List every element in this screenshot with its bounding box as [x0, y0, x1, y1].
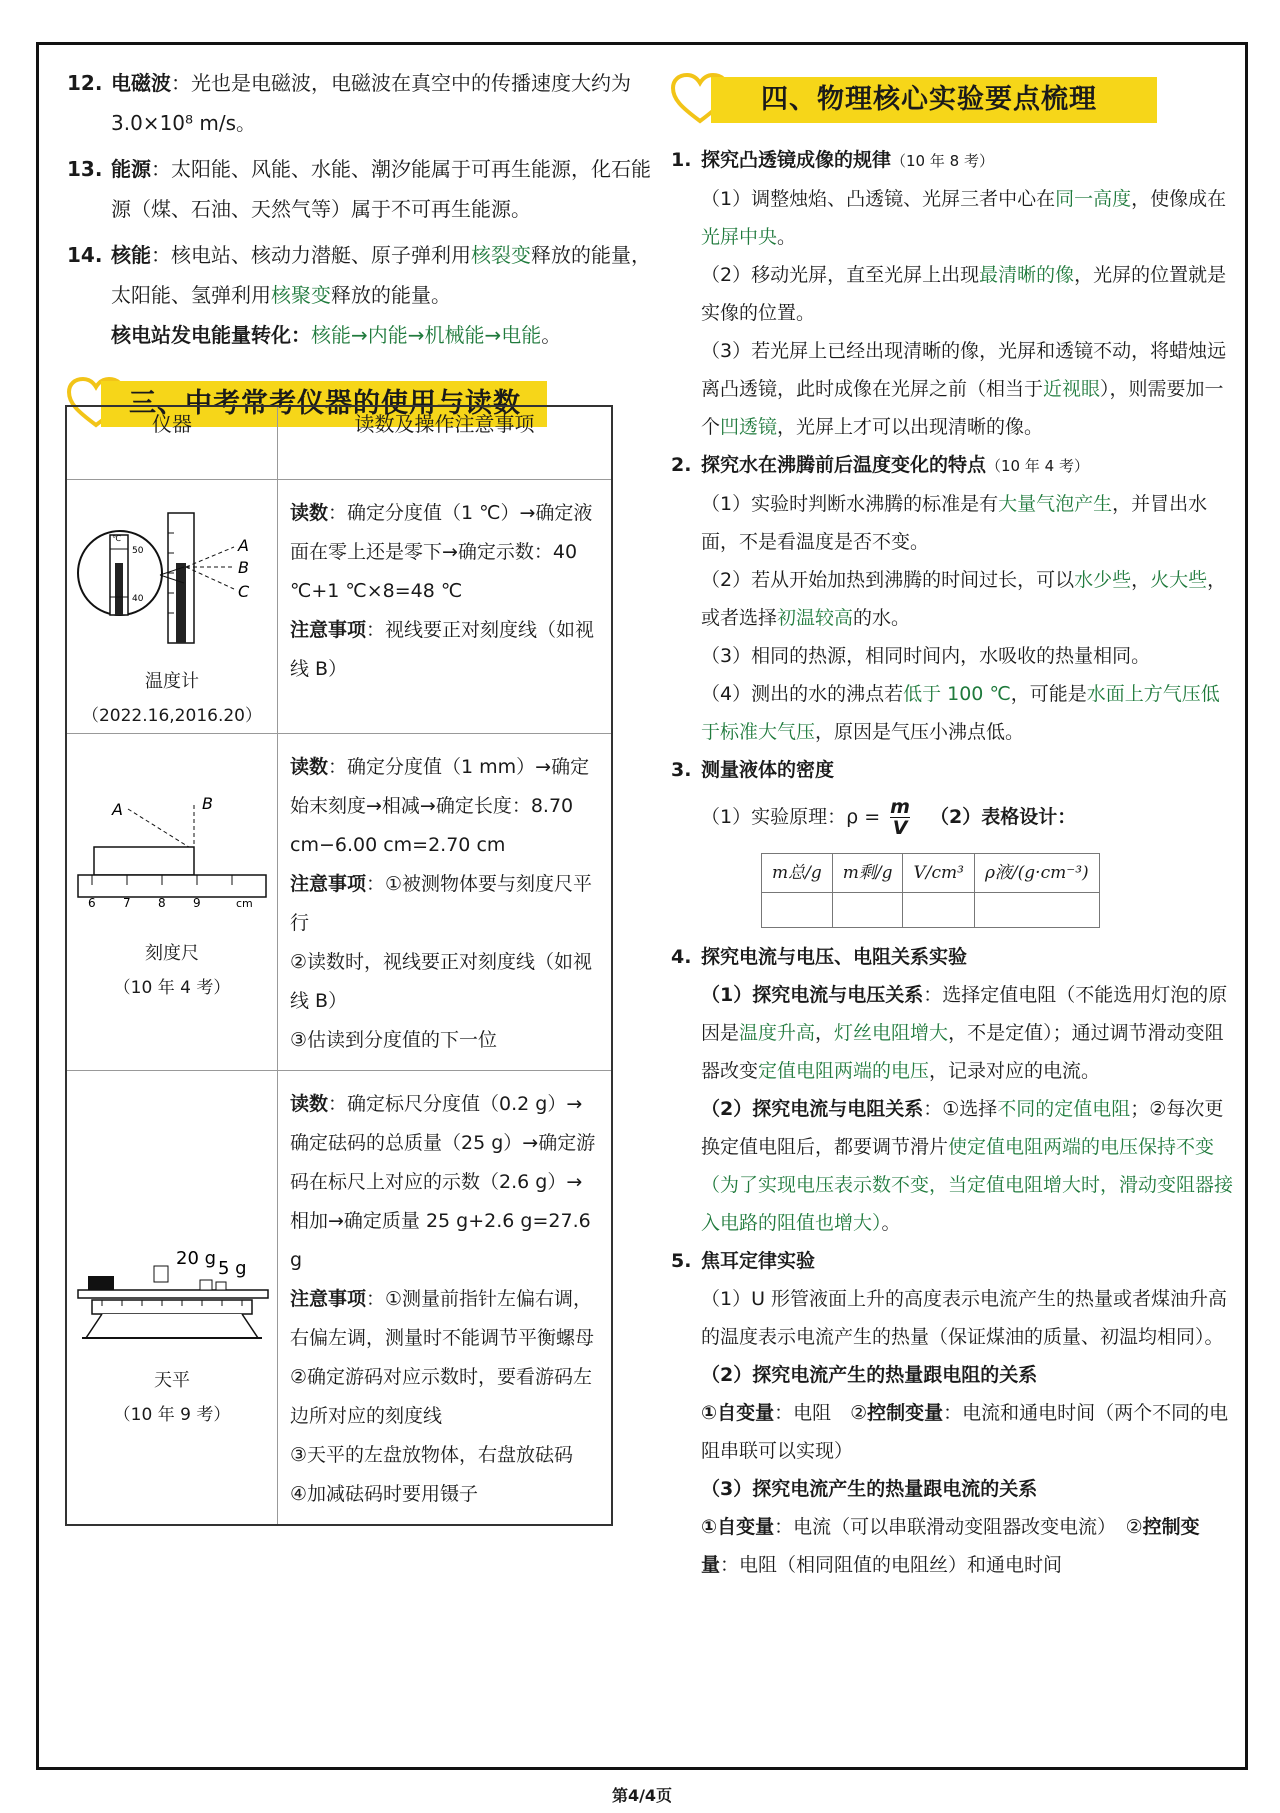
weight-label: 5 g: [218, 1258, 247, 1279]
text: ），则需要加一个: [701, 378, 1224, 438]
experiment-number: 2.: [671, 454, 692, 476]
experiment-2: [671, 446, 1233, 751]
note-line: [290, 494, 601, 611]
paragraph: [671, 675, 1233, 751]
paragraph: [671, 561, 1233, 637]
note-line: [290, 748, 601, 865]
experiment-number: 4.: [671, 946, 692, 968]
table-header: m剩/g: [832, 854, 903, 893]
item-text: ：太阳能、风能、水能、潮汐能属于可再生能源，化石能源（煤、石油、天然气等）属于不可再生能源。: [111, 157, 651, 221]
note-line: [290, 1085, 601, 1280]
text: （4）测出的水的沸点若: [701, 683, 904, 705]
highlight: 温度升高: [739, 1022, 816, 1044]
highlight: 初温较高: [777, 607, 854, 629]
experiment-3: [671, 751, 1233, 928]
note-text: ：视线要正对刻度线（如视线 B）: [290, 619, 595, 680]
paragraph: [671, 332, 1233, 446]
table-row: [66, 480, 612, 734]
left-column: [67, 63, 657, 449]
experiment-number: 3.: [671, 759, 692, 781]
experiment-title-text: 探究水在沸腾前后温度变化的特点: [701, 454, 987, 476]
note-label: 读数: [290, 1093, 329, 1115]
note-text: ③天平的左盘放物体，右盘放砝码: [290, 1444, 574, 1466]
note-text: ③估读到分度值的下一位: [290, 1029, 498, 1051]
highlight: 核聚变: [271, 283, 331, 307]
instrument-name: 温度计: [145, 671, 199, 692]
text: ：电流（可以串联滑动变阻器改变电流） ②: [774, 1516, 1143, 1538]
paragraph: [671, 789, 1233, 845]
text: ：电阻（相同阻值的电阻丝）和通电时间: [720, 1554, 1063, 1576]
note-line: [290, 943, 601, 1021]
note-line: [290, 1280, 601, 1358]
text: ，光屏的位置就是实像的位置。: [701, 264, 1227, 324]
experiment-title-text: 探究凸透镜成像的规律: [701, 149, 892, 171]
experiment-title-text: 焦耳定律实验: [701, 1250, 816, 1272]
text: 的水。: [853, 607, 911, 629]
notes-cell: [278, 734, 613, 1071]
highlight: 使定值电阻两端的电压保持不变（为了实现电压表示数不变，当定值电阻增大时，滑动变阻器接入电路的阻值也增大）: [701, 1136, 1234, 1234]
table-cell: [903, 893, 974, 928]
item-text: ：光也是电磁波，电磁波在真空中的传播速度大约为 3.0×10⁸ m/s。: [111, 71, 631, 135]
text: （2）移动光屏，直至光屏上出现: [701, 264, 980, 286]
note-text: ：①被测物体要与刻度尺平行: [290, 873, 593, 934]
conversion-value: 核能→内能→机械能→电能: [311, 323, 542, 347]
highlight: 同一高度: [1055, 188, 1132, 210]
paragraph: [671, 256, 1233, 332]
item-12: [67, 63, 657, 143]
item-number: 12.: [67, 71, 103, 95]
text: ，或者选择: [701, 569, 1227, 629]
tick-label: 7: [123, 896, 131, 910]
instrument-cell: [66, 734, 278, 1071]
note-label: 注意事项: [290, 1288, 367, 1310]
table-row: [762, 854, 1100, 893]
balance-figure: [72, 1242, 272, 1352]
experiment-5: [671, 1242, 1233, 1584]
fraction-numerator: m: [890, 796, 910, 818]
note-text: ②确定游码对应示数时，要看游码左边所对应的刻度线: [290, 1366, 593, 1427]
table-row: [762, 893, 1100, 928]
highlight: 火大些: [1150, 569, 1208, 591]
paragraph: [671, 1090, 1233, 1242]
paragraph: （1）U 形管液面上升的高度表示电流产生的热量或者煤油升高的温度表示电流产生的热量（保证煤油的质量、初温均相同）。: [701, 1288, 1228, 1348]
instrument-cell: [66, 480, 278, 734]
experiment-title: [671, 751, 1233, 789]
label: ①自变量: [701, 1402, 775, 1424]
label: 控制变量: [867, 1402, 944, 1424]
note-line: [290, 1358, 601, 1436]
instrument-exam-note: （10 年 4 考）: [113, 978, 231, 998]
paragraph: [671, 1508, 1233, 1584]
item-title: 核能: [111, 243, 151, 267]
ruler-figure: [72, 775, 272, 925]
tick-label: 6: [88, 896, 96, 910]
text: ，记录对应的电流。: [929, 1060, 1101, 1082]
unit-label: ℃: [112, 534, 121, 543]
label: ①自变量: [701, 1516, 775, 1538]
note-label: 注意事项: [290, 873, 367, 895]
highlight: 灯丝电阻增大: [834, 1022, 949, 1044]
text: ，可能是: [1010, 683, 1087, 705]
text: （2）若从开始加热到沸腾的时间过长，可以: [701, 569, 1075, 591]
section-banner: 四、物理核心实验要点梳理: [711, 77, 1157, 123]
experiment-4: [671, 938, 1233, 1242]
item-number: 13.: [67, 157, 103, 181]
note-text: ②读数时，视线要正对刻度线（如视线 B）: [290, 951, 593, 1012]
table-header: V/cm³: [903, 854, 974, 893]
sight-line-label: B: [238, 558, 249, 577]
text: （2）表格设计：: [930, 806, 1077, 828]
tick-label: 50: [132, 546, 144, 556]
table-header: 仪器: [66, 406, 278, 480]
thermometer-figure: [72, 493, 272, 653]
page-number: 第4/4页: [611, 1786, 673, 1805]
highlight: 水少些: [1074, 569, 1132, 591]
text: 。: [777, 226, 797, 248]
note-line: [290, 865, 601, 943]
section-banner: 三、中考常考仪器的使用与读数: [101, 381, 547, 427]
item-text: ：核电站、核动力潜艇、原子弹利用: [151, 243, 471, 267]
highlight: 核裂变: [471, 243, 531, 267]
section-4-title: [671, 71, 1233, 127]
item-text: 释放的能量，太阳能、氢弹利用: [111, 243, 651, 307]
note-label: 读数: [290, 502, 329, 524]
item-14: [67, 235, 657, 355]
item-number: 14.: [67, 243, 103, 267]
experiment-title: [671, 1242, 1233, 1280]
text: ：①选择: [923, 1098, 998, 1120]
text: ；②每次更换定值电阻后，都要调节滑片: [701, 1098, 1224, 1158]
text: （1）实验时判断水沸腾的标准是有: [701, 493, 999, 515]
paragraph: [671, 485, 1233, 561]
weight-label: 20 g: [176, 1248, 217, 1269]
note-text: ：①测量前指针左偏右调，右偏左调，测量时不能调节平衡螺母: [290, 1288, 595, 1349]
paragraph: [671, 1394, 1233, 1470]
text: ，原因是气压小沸点低。: [815, 721, 1025, 743]
table-cell: [974, 893, 1099, 928]
text: ，: [815, 1022, 835, 1044]
table-cell: [832, 893, 903, 928]
note-label: 注意事项: [290, 619, 367, 641]
highlight: 光屏中央: [701, 226, 778, 248]
highlight: 凹透镜: [720, 416, 778, 438]
experiment-title: [671, 446, 1233, 485]
text: ：电流和通电时间（两个不同的电阻串联可以实现）: [701, 1402, 1229, 1462]
sub-title: （1）探究电流与电压关系: [701, 984, 924, 1006]
experiment-number: 5.: [671, 1250, 692, 1272]
note-line: [290, 611, 601, 689]
exam-tag: （10 年 8 考）: [891, 152, 994, 170]
item-text: 释放的能量。: [331, 283, 451, 307]
text: ，并冒出水面，不是看温度是否不变。: [701, 493, 1208, 553]
text: ：电阻 ②: [774, 1402, 868, 1424]
text: 。: [881, 1212, 901, 1234]
sight-line-label: C: [238, 582, 250, 601]
item-13: [67, 149, 657, 229]
experiment-title: [671, 938, 1233, 976]
item-title: 能源: [111, 157, 151, 181]
sight-line-label: B: [202, 794, 213, 813]
note-line: [290, 1436, 601, 1475]
tick-label: 40: [132, 594, 144, 604]
note-line: [290, 1021, 601, 1060]
item-title: 电磁波: [111, 71, 171, 95]
text: （1）实验原理：ρ =: [701, 806, 881, 828]
table-cell: [762, 893, 833, 928]
highlight: 水面上方气压低于标准大气压: [701, 683, 1220, 743]
text: （1）调整烛焰、凸透镜、光屏三者中心在: [701, 188, 1056, 210]
text: ，使像成在: [1131, 188, 1227, 210]
notes-cell: [278, 1071, 613, 1526]
sub-title: （2）探究电流产生的热量跟电阻的关系: [701, 1364, 1038, 1386]
experiment-1: [671, 141, 1233, 446]
sight-line-label: A: [112, 800, 123, 819]
table-header-row: [66, 406, 612, 480]
notes-cell: [278, 480, 613, 734]
experiment-title-text: 测量液体的密度: [701, 759, 835, 781]
tick-label: 9: [193, 896, 201, 910]
table-header: m总/g: [762, 854, 833, 893]
paragraph: [671, 180, 1233, 256]
instrument-name: 天平: [154, 1370, 190, 1391]
sight-line-label: A: [238, 536, 249, 555]
text: ，不是定值）；通过调节滑动变阻器改变: [701, 1022, 1224, 1082]
text: ：选择定值电阻（不能选用灯泡的原因是: [701, 984, 1228, 1044]
instrument-cell: [66, 1071, 278, 1526]
highlight: 近视眼: [1043, 378, 1101, 400]
note-text: ④加减砝码时要用镊子: [290, 1483, 479, 1505]
highlight: 大量气泡产生: [998, 493, 1113, 515]
sub-title: （2）探究电流与电阻关系: [701, 1098, 924, 1120]
page-frame: [36, 42, 1248, 1805]
label: 控制变量: [701, 1516, 1200, 1576]
table-header: ρ液/(g·cm⁻³): [974, 854, 1099, 893]
instrument-exam-note: （10 年 9 考）: [113, 1405, 231, 1425]
tick-label: 8: [158, 896, 166, 910]
highlight: 低于 100 ℃: [903, 683, 1011, 705]
highlight: 定值电阻两端的电压: [758, 1060, 930, 1082]
experiment-title: [671, 141, 1233, 180]
table-row: [66, 734, 612, 1071]
note-label: 读数: [290, 756, 329, 778]
sub-title: （3）探究电流产生的热量跟电流的关系: [701, 1478, 1038, 1500]
note-text: ：确定分度值（1 mm）→确定始末刻度→相减→确定长度：8.70 cm−6.00 cm=2.70 cm: [290, 756, 590, 856]
item-text: 。: [541, 323, 562, 347]
note-text: ：确定标尺分度值（0.2 g）→确定砝码的总质量（25 g）→确定游码在标尺上对应的示数（2.6 g）→相加→确定质量 25 g+2.6 g=27.6 g: [290, 1093, 596, 1271]
experiment-number: 1.: [671, 149, 692, 171]
highlight: 最清晰的像: [979, 264, 1075, 286]
conversion-label: 核电站发电能量转化：: [111, 323, 311, 347]
fraction: [890, 797, 910, 838]
text: ，光屏上才可以出现清晰的像。: [777, 416, 1044, 438]
highlight: 不同的定值电阻: [997, 1098, 1131, 1120]
density-table: [761, 853, 1100, 928]
note-line: [290, 1475, 601, 1514]
table-header: 读数及操作注意事项: [278, 406, 613, 480]
tick-label: cm: [236, 897, 253, 910]
fraction-denominator: V: [892, 817, 908, 839]
experiment-title-text: 探究电流与电压、电阻关系实验: [701, 946, 968, 968]
paragraph: （3）相同的热源，相同时间内，水吸收的热量相同。: [701, 645, 1151, 667]
note-text: ：确定分度值（1 ℃）→确定液面在零上还是零下→确定示数：40 ℃+1 ℃×8=48 ℃: [290, 502, 593, 602]
exam-tag: （10 年 4 考）: [986, 457, 1089, 475]
table-row: [66, 1071, 612, 1526]
paragraph: [671, 976, 1233, 1090]
instrument-exam-note: （2022.16,2016.20）: [81, 706, 262, 726]
text: ，: [1131, 569, 1151, 591]
instrument-table: [65, 405, 613, 1526]
right-column: [671, 71, 1233, 1584]
instrument-name: 刻度尺: [145, 943, 199, 964]
text: （3）若光屏上已经出现清晰的像，光屏和透镜不动，将蜡烛远离凸透镜，此时成像在光屏之前（相当于: [701, 340, 1227, 400]
